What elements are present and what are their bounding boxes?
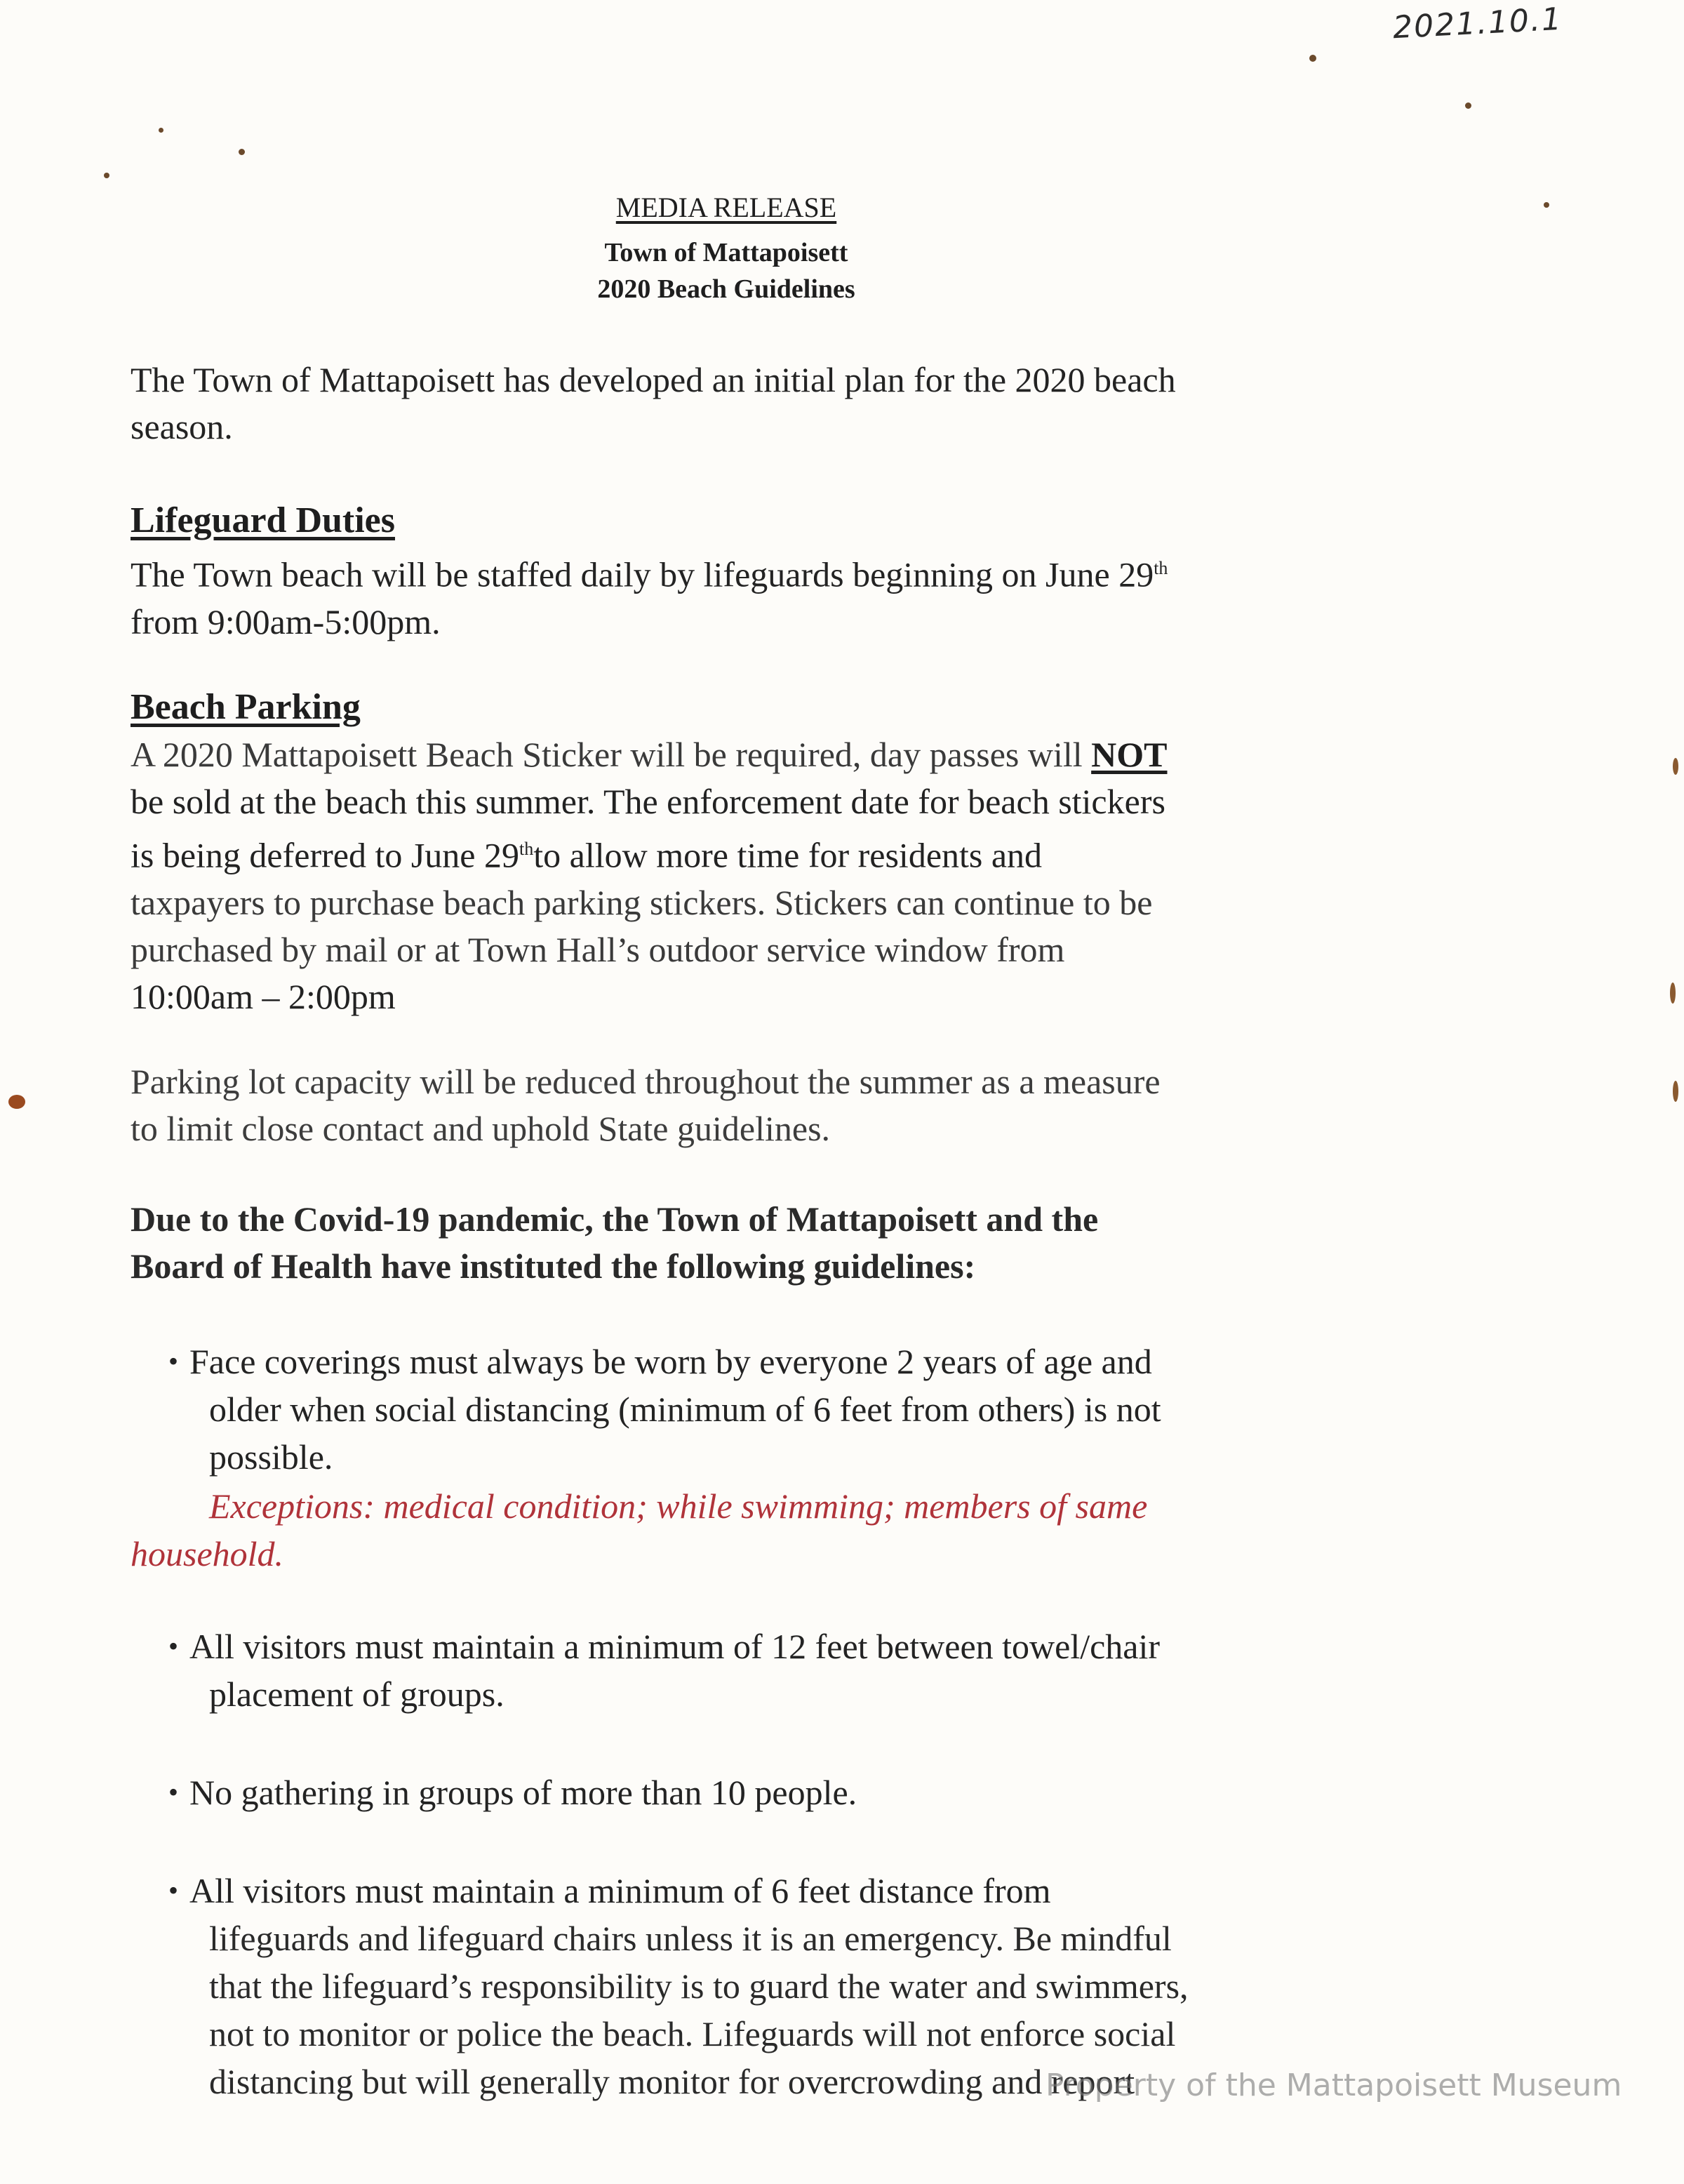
paper-speck — [159, 128, 163, 133]
guideline-face-coverings — [168, 1338, 1326, 1481]
guidelines-title: 2020 Beach Guidelines — [597, 274, 855, 304]
parking-line: be sold at the beach this summer. The enforcement date for beach stickers — [131, 782, 1165, 821]
parking-line: to allow more time for residents and — [533, 835, 1043, 875]
bullet-line: All visitors must maintain a minimum of 6 feet distance from — [189, 1871, 1051, 1910]
town-title: Town of Mattapoisett — [604, 238, 848, 267]
lifeguard-line: from 9:00am-5:00pm. — [131, 601, 441, 641]
exceptions-line: household. — [131, 1534, 284, 1573]
guideline-group-size — [168, 1769, 1326, 1816]
parking-capacity-paragraph — [131, 1058, 1323, 1152]
bullet-glyph: • — [168, 1875, 179, 1906]
bullet-line: placement of groups. — [209, 1674, 504, 1714]
bullet-line: that the lifeguard’s responsibility is to guard the water and swimmers, — [209, 1966, 1189, 2006]
bullet-glyph: • — [168, 1776, 179, 1808]
paper-speck — [1673, 758, 1678, 775]
bullet-glyph: • — [168, 1345, 179, 1377]
paper-speck — [239, 149, 245, 155]
paper-speck — [1309, 55, 1316, 62]
handwritten-accession-number: 2021.10.1 — [1391, 1, 1564, 46]
bullet-glyph: • — [168, 1630, 179, 1662]
ordinal-suffix: th — [1154, 558, 1168, 578]
paper-speck — [1465, 102, 1471, 109]
parking-line: is being deferred to June 29 — [131, 835, 520, 875]
parking-line: purchased by mail or at Town Hall’s outdoor service window from — [131, 929, 1065, 969]
lifeguard-duties-heading: Lifeguard Duties — [131, 500, 395, 540]
bullet-line: lifeguards and lifeguard chairs unless it is an emergency. Be mindful — [209, 1919, 1172, 1958]
exceptions-line: Exceptions: medical condition; while swimming; members of same — [209, 1486, 1148, 1526]
bullet-line: All visitors must maintain a minimum of 12 feet between towel/chair — [189, 1627, 1161, 1666]
intro-paragraph — [131, 357, 1323, 451]
lifeguard-line: The Town beach will be staffed daily by lifeguards beginning on June 29 — [131, 554, 1154, 594]
guideline-towel-spacing — [168, 1623, 1326, 1718]
bullet-line: possible. — [209, 1437, 333, 1477]
paper-speck — [104, 173, 109, 178]
intro-line: season. — [131, 407, 233, 446]
paper-speck — [1544, 202, 1549, 208]
ordinal-suffix: th — [519, 839, 534, 859]
covid-line: Due to the Covid-19 pandemic, the Town of Mattapoisett and the — [131, 1199, 1099, 1239]
covid-line: Board of Health have instituted the following guidelines: — [131, 1246, 976, 1286]
beach-parking-paragraph — [131, 731, 1323, 1020]
lifeguard-duties-paragraph — [131, 545, 1323, 646]
capacity-line: to limit close contact and uphold State guidelines. — [131, 1109, 831, 1148]
bullet-line: not to monitor or police the beach. Lifeguards will not enforce social — [209, 2014, 1176, 2053]
parking-line: taxpayers to purchase beach parking stickers. Stickers can continue to be — [131, 882, 1153, 922]
paper-speck — [1673, 1081, 1678, 1102]
bullet-line: older when social distancing (minimum of 6 feet from others) is not — [209, 1390, 1161, 1429]
paper-speck — [1670, 983, 1676, 1004]
face-covering-exceptions — [131, 1482, 1323, 1578]
beach-parking-heading: Beach Parking — [131, 687, 361, 727]
paper-speck — [8, 1095, 25, 1109]
parking-line: A 2020 Mattapoisett Beach Sticker will be required, day passes will — [131, 735, 1092, 774]
capacity-line: Parking lot capacity will be reduced throughout the summer as a measure — [131, 1062, 1161, 1101]
parking-line: 10:00am – 2:00pm — [131, 976, 396, 1016]
not-emphasis: NOT — [1091, 735, 1168, 774]
bullet-line: distancing but will generally monitor for overcrowding and report — [209, 2062, 1135, 2101]
bullet-line: No gathering in groups of more than 10 people. — [189, 1773, 857, 1812]
intro-line: The Town of Mattapoisett has developed an initial plan for the 2020 beach — [131, 360, 1176, 399]
covid-guidelines-intro — [131, 1196, 1323, 1290]
media-release-label: MEDIA RELEASE — [615, 192, 837, 223]
museum-watermark: Property of the Mattapoisett Museum — [1045, 2068, 1622, 2103]
bullet-line: Face coverings must always be worn by everyone 2 years of age and — [189, 1342, 1152, 1381]
